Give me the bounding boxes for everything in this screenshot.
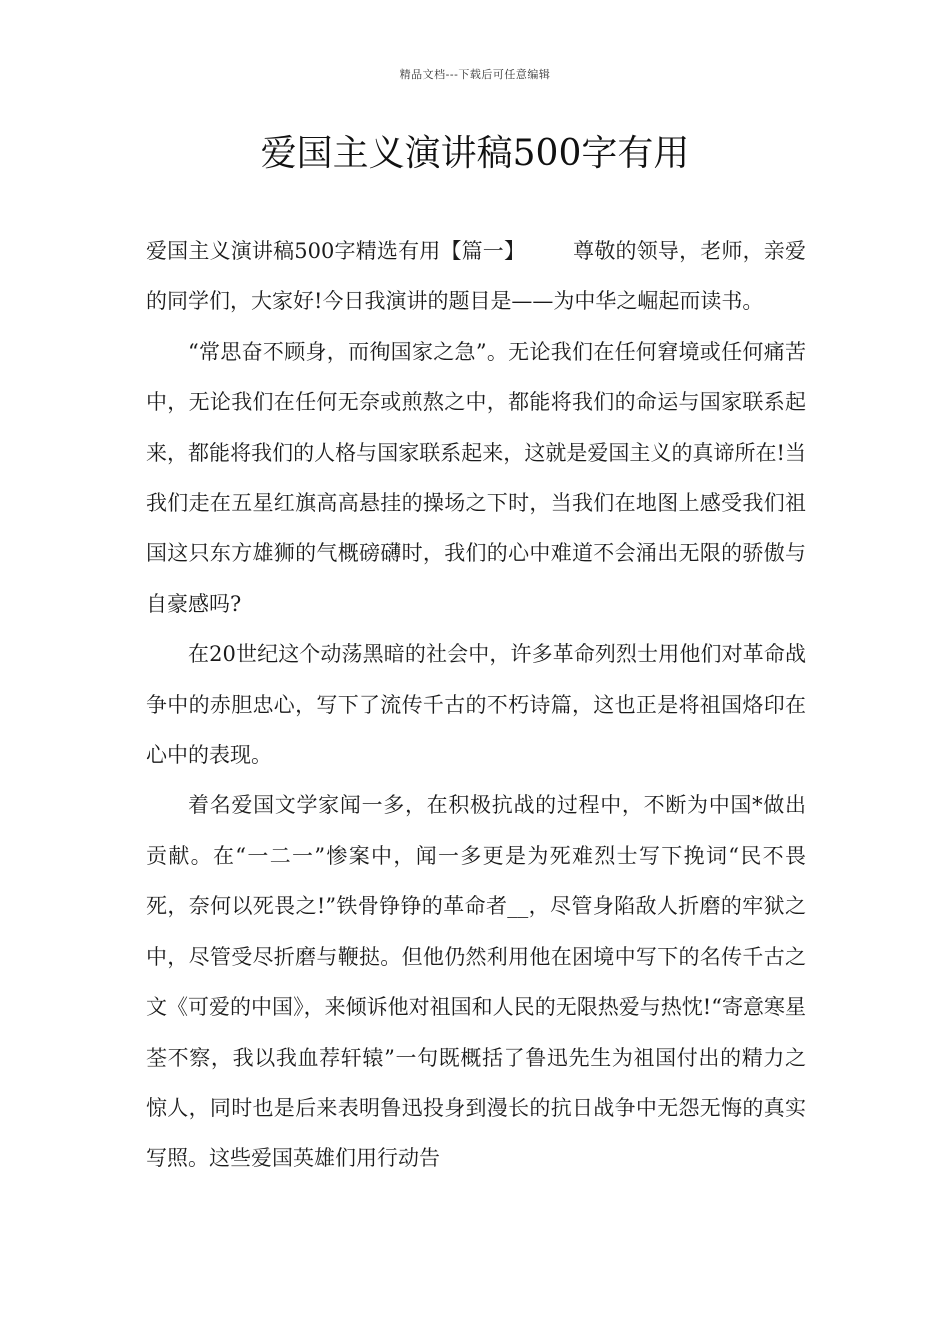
document-body — [146, 226, 806, 1184]
body-paragraph: “常思奋不顾身，而徇国家之急”。无论我们在任何窘境或任何痛苦中，无论我们在任何无奈或煎熬之中，都能将我们的命运与国家联系起来，都能将我们的人格与国家联系起来，这就是爱国主义的真谛所在!当我们走在五星红旗高高悬挂的操场之下时，当我们在地图上感受我们祖国这只东方雄狮的气概磅礴时，我们的心中难道不会涌出无限的骄傲与自豪感吗? — [146, 339, 806, 616]
intro-paragraph — [146, 226, 806, 327]
section-heading: 爱国主义演讲稿500字精选有用【篇一】 — [146, 239, 526, 263]
body-paragraph: 着名爱国文学家闻一多，在积极抗战的过程中，不断为中国*做出贡献。在“一二一”惨案中，闻一多更是为死难烈士写下挽词“民不畏死，奈何以死畏之!”铁骨铮铮的革命者__，尽管身陷敌人折磨的牢狱之中，尽管受尽折磨与鞭挞。但他仍然利用他在困境中写下的名传千古之文《可爱的中国》，来倾诉他对祖国和人民的无限热爱与热忱!“寄意寒星荃不察，我以我血荐轩辕”一句既概括了鲁迅先生为祖国付出的精力之惊人，同时也是后来表明鲁迅投身到漫长的抗日战争中无怨无悔的真实写照。这些爱国英雄们用行动告 — [146, 793, 806, 1171]
body-paragraph: 在20世纪这个动荡黑暗的社会中，许多革命列烈士用他们对革命战争中的赤胆忠心，写下了流传千古的不朽诗篇，这也正是将祖国烙印在心中的表现。 — [146, 642, 806, 768]
header-note: 精品文档---下载后可任意编辑 — [399, 68, 551, 81]
document-title: 爱国主义演讲稿500字有用 — [260, 133, 690, 174]
intro-text: 尊敬的领导，老师，亲爱的同学们，大家好!今日我演讲的题目是——为中华之崛起而读书。 — [146, 239, 806, 314]
